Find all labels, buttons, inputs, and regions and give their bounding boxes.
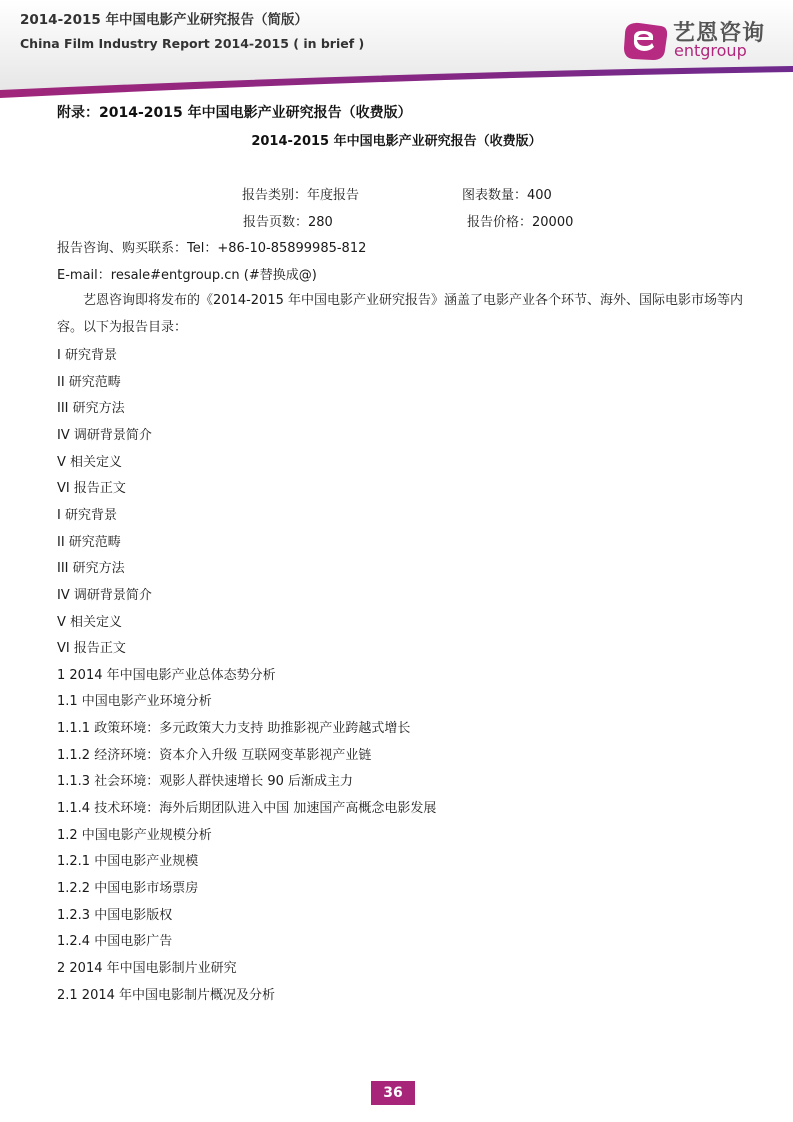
- toc-item: 1.1.1 政策环境：多元政策大力支持 助推影视产业跨越式增长: [57, 721, 411, 737]
- toc-item: 1.1.4 技术环境：海外后期团队进入中国 加速国产高概念电影发展: [57, 801, 437, 817]
- report-price: 报告价格：20000: [467, 215, 574, 230]
- toc-item: 1.2.2 中国电影市场票房: [57, 881, 199, 896]
- toc-item: I 研究背景: [57, 507, 117, 523]
- header-title-en: China Film Industry Report 2014-2015 ( in brief ): [20, 36, 365, 51]
- toc-item: V 相关定义: [57, 614, 123, 630]
- toc-item: 1.1.3 社会环境：观影人群快速增长 90 后渐成主力: [57, 774, 354, 790]
- toc-item: II 研究范畴: [57, 374, 121, 390]
- intro-paragraph: 艺恩咨询即将发布的《2014-2015 年中国电影产业研究报告》涵盖了电影产业各个环节、海外、国际电影市场等内容。以下为报告目录：: [57, 293, 743, 335]
- contact-email: E-mail：resale#entgroup.cn (#替换成@): [57, 268, 317, 283]
- toc-item: V 相关定义: [57, 454, 123, 470]
- entgroup-logo: [621, 16, 771, 64]
- toc-item: III 研究方法: [57, 561, 125, 577]
- contact-phone: 报告咨询、购买联系：Tel：+86-10-85899985-812: [57, 241, 367, 256]
- toc-item: 1.2.1 中国电影产业规模: [57, 854, 199, 870]
- toc-item: VI 报告正文: [57, 641, 126, 657]
- toc-item: 2 2014 年中国电影制片业研究: [57, 960, 237, 976]
- logo-text-en: entgroup: [674, 41, 747, 60]
- page-header: [0, 0, 793, 100]
- report-category: 报告类别：年度报告: [242, 188, 360, 203]
- logo-mark-icon: [621, 20, 669, 62]
- toc-item: 1.2 中国电影产业规模分析: [57, 827, 212, 843]
- toc-item: 1 2014 年中国电影产业总体态势分析: [57, 667, 276, 683]
- header-title-cn: 2014-2015 年中国电影产业研究报告（简版）: [20, 12, 308, 28]
- toc-item: 1.2.3 中国电影版权: [57, 907, 173, 923]
- toc-item: 1.1 中国电影产业环境分析: [57, 694, 212, 710]
- toc-item: VI 报告正文: [57, 481, 126, 497]
- toc-item: II 研究范畴: [57, 534, 121, 550]
- toc-item: 1.1.2 经济环境：资本介入升级 互联网变革影视产业链: [57, 747, 372, 763]
- appendix-title: 附录：2014-2015 年中国电影产业研究报告（收费版）: [57, 105, 412, 121]
- toc-item: 1.2.4 中国电影广告: [57, 934, 173, 950]
- report-title: 2014-2015 年中国电影产业研究报告（收费版）: [251, 134, 542, 149]
- toc-item: III 研究方法: [57, 401, 125, 417]
- chart-count: 图表数量：400: [462, 188, 552, 203]
- page-number: 36: [371, 1081, 415, 1105]
- toc-item: IV 调研背景简介: [57, 587, 152, 603]
- toc-item: 2.1 2014 年中国电影制片概况及分析: [57, 987, 276, 1003]
- toc-item: IV 调研背景简介: [57, 427, 152, 443]
- logo-text-cn: 艺恩咨询: [673, 21, 766, 46]
- page-count: 报告页数：280: [243, 215, 333, 230]
- toc-item: I 研究背景: [57, 348, 117, 363]
